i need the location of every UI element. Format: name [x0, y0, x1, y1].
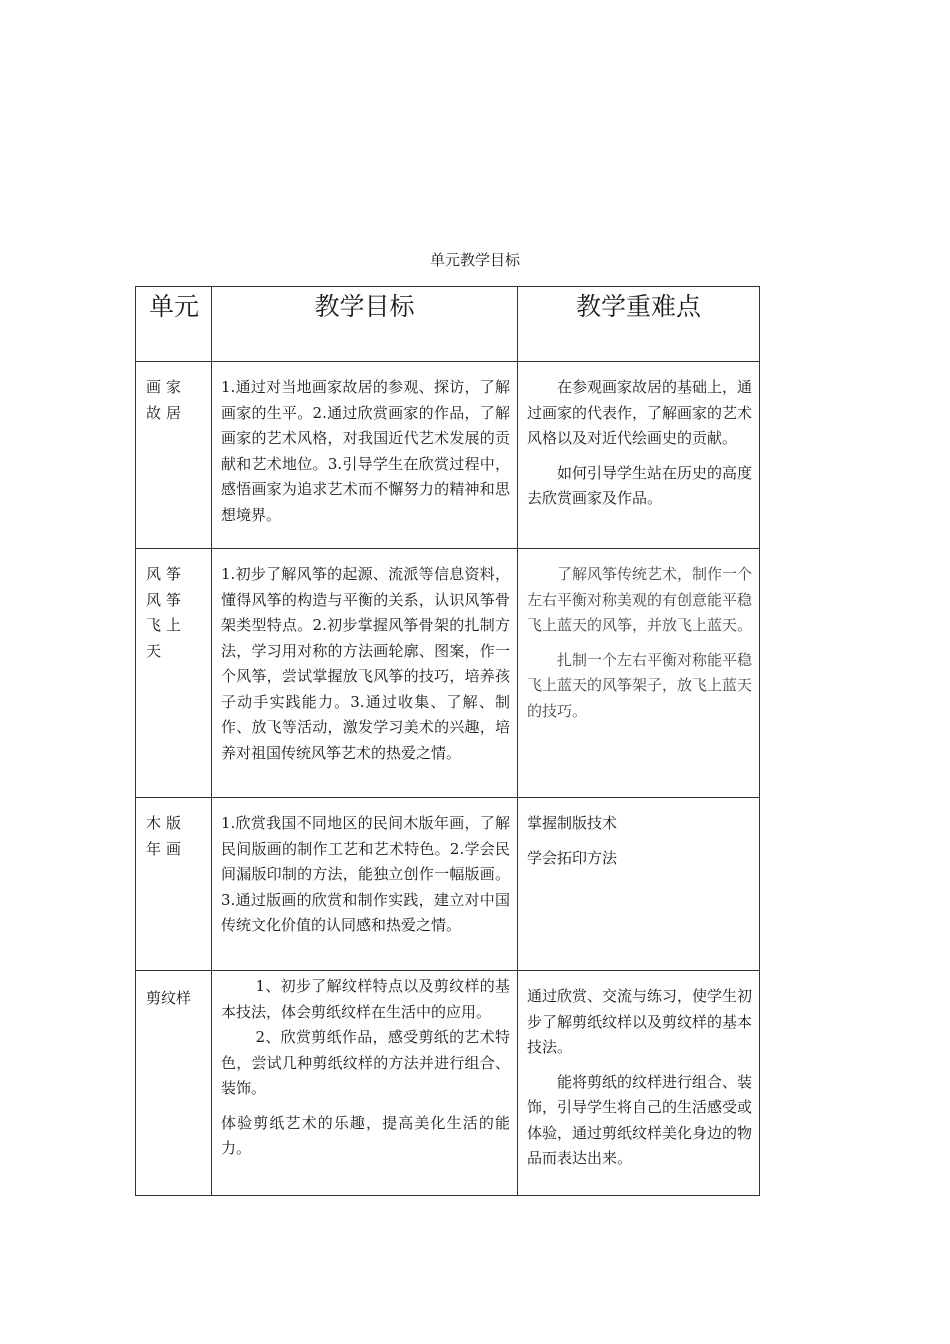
focus-text: 了解风筝传统艺术，制作一个左右平衡对称美观的有创意能平稳飞上蓝天的风筝，并放飞上蓝天。: [527, 565, 753, 634]
focus-cell: [518, 971, 760, 1196]
table-row: [136, 362, 760, 549]
unit-cell: [136, 549, 212, 798]
table-row: [136, 549, 760, 798]
goals-text: 1.欣赏我国不同地区的民间木版年画，了解民间版画的制作工艺和艺术特色。2.学会民间漏版印制的方法，能独立创作一幅版画。 3.通过版画的欣赏和制作实践，建立对中国传统文化价值的认同感和热爱之情。: [221, 814, 530, 934]
unit-cell: [136, 971, 212, 1196]
table-header-row: [136, 287, 760, 362]
unit-name: 剪纹样: [146, 989, 192, 1007]
focus-cell: [518, 549, 760, 798]
page-title: 单元教学目标: [429, 251, 520, 269]
focus-text: 学会拓印方法: [527, 848, 618, 867]
goals-cell: [212, 798, 530, 971]
goals-text: 体验剪纸艺术的乐趣，提高美化生活的能力。: [221, 1113, 510, 1157]
focus-text: 扎制一个左右平衡对称能平稳飞上蓝天的风筝架子，放飞上蓝天的技巧。: [527, 650, 753, 720]
goals-text: 1.初步了解风筝的起源、流派等信息资料，懂得风筝的构造与平衡的关系，认识风筝骨架类型特点。2.初步掌握风筝骨架的扎制方法，学习用对称的方法画轮廓、图案，作一个风筝，尝试掌握放飞风筝的技巧，培养孩子动手实践能力。3.通过收集、了解、制作、放飞等活动，激发学习美术的兴趣，培养对祖国传统风筝艺术的热爱之情。: [221, 565, 510, 762]
focus-text: 能将剪纸的纹样进行组合、装饰，引导学生将自己的生活感受或体验，通过剪纸纹样美化身边的物品而表达出来。: [527, 1072, 753, 1167]
header-teaching-goals: 教学目标: [212, 287, 518, 362]
header-unit: 单元: [136, 287, 212, 362]
unit-cell: [136, 798, 212, 971]
header-key-difficulties: 教学重难点: [518, 287, 760, 362]
goals-cell: [212, 549, 518, 798]
goals-cell: [212, 362, 518, 549]
unit-name: 画家故居: [146, 378, 187, 422]
unit-name: 木版年画: [146, 814, 187, 858]
goals-cell: [212, 971, 518, 1196]
table-row: [136, 971, 760, 1196]
goals-text: 1、初步了解纹样特点以及剪纹样的基本技法，体会剪纸纹样在生活中的应用。: [221, 977, 510, 1021]
focus-text: 在参观画家故居的基础上，通过画家的代表作，了解画家的艺术风格以及对近代绘画史的贡献。: [527, 378, 753, 447]
goals-text: 2、欣赏剪纸作品，感受剪纸的艺术特色，尝试几种剪纸纹样的方法并进行组合、装饰。: [221, 1028, 510, 1097]
unit-name: 风筝风筝飞上天: [146, 565, 187, 660]
focus-text: 掌握制版技术: [527, 814, 618, 832]
unit-goals-table: [135, 286, 760, 1196]
focus-cell: [518, 798, 760, 971]
focus-text: 通过欣赏、交流与练习，使学生初步了解剪纸纹样以及剪纹样的基本技法。: [527, 987, 753, 1056]
table-row: [136, 798, 760, 971]
focus-cell: [518, 362, 760, 549]
unit-cell: [136, 362, 212, 549]
goals-text: 1.通过对当地画家故居的参观、探访，了解画家的生平。2.通过欣赏画家的作品，了解画家的艺术风格，对我国近代艺术发展的贡献和艺术地位。3.引导学生在欣赏过程中，感悟画家为追求艺术而不懈努力的精神和思想境界。: [221, 378, 510, 524]
focus-text: 如何引导学生站在历史的高度去欣赏画家及作品。: [527, 463, 753, 507]
